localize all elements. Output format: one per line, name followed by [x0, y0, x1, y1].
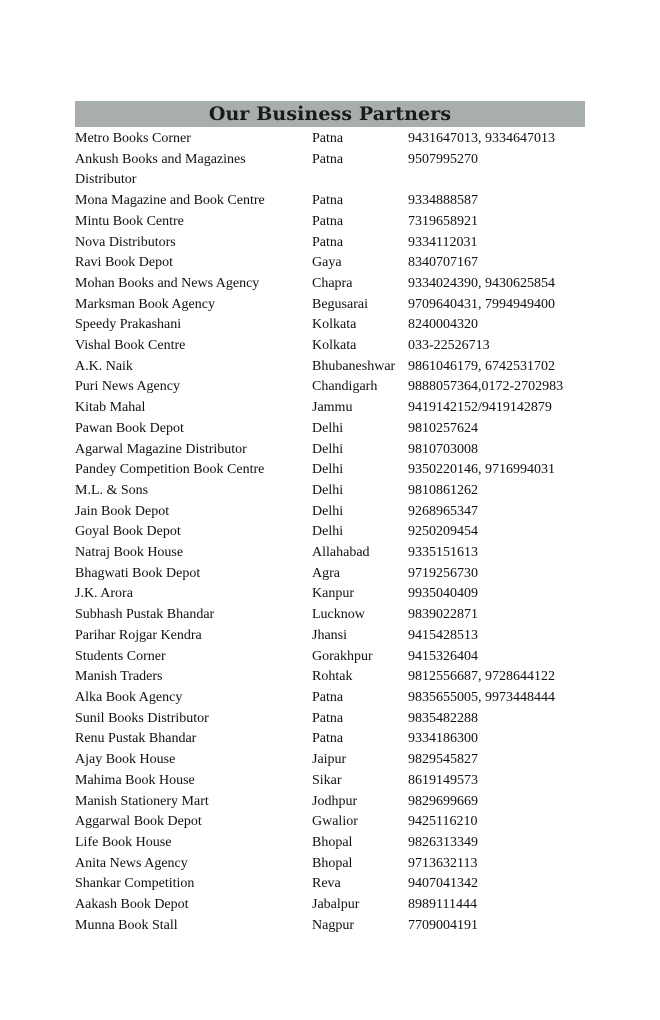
partner-row	[75, 916, 585, 937]
partner-name: Marksman Book Agency	[75, 296, 215, 312]
partner-city: Delhi	[312, 524, 344, 540]
partner-name: Ankush Books and Magazines Distributor	[75, 151, 246, 188]
partner-row	[75, 502, 585, 523]
partner-city: Gorakhpur	[312, 648, 373, 664]
partner-row	[75, 522, 585, 543]
partner-row	[75, 253, 585, 274]
partner-name: Mintu Book Centre	[75, 213, 184, 229]
partner-phone: 9935040409	[408, 586, 478, 602]
partner-row	[75, 233, 585, 254]
partner-city: Delhi	[312, 462, 344, 478]
partner-name: Aakash Book Depot	[75, 897, 189, 913]
partner-row	[75, 688, 585, 709]
partner-row	[75, 129, 585, 150]
partner-city: Chapra	[312, 275, 353, 291]
partner-city: Patna	[312, 234, 344, 250]
partner-phone: 9350220146, 9716994031	[408, 462, 555, 478]
partner-row	[75, 357, 585, 378]
partner-phone: 9835482288	[408, 710, 478, 726]
partner-name: Shankar Competition	[75, 876, 195, 892]
partner-row	[75, 481, 585, 502]
partner-row	[75, 647, 585, 668]
partner-name: Goyal Book Depot	[75, 524, 181, 540]
partner-name: Agarwal Magazine Distributor	[75, 441, 247, 457]
partner-city: Patna	[312, 151, 344, 167]
partner-row	[75, 833, 585, 854]
partner-city: Kolkata	[312, 317, 357, 333]
partner-name: Mahima Book House	[75, 772, 195, 788]
partner-row	[75, 564, 585, 585]
partner-city: Gaya	[312, 255, 342, 271]
partner-name: Metro Books Corner	[75, 131, 191, 146]
partner-row	[75, 212, 585, 233]
partner-row	[75, 895, 585, 916]
partner-phone: 9713632113	[408, 855, 478, 871]
partner-row	[75, 729, 585, 750]
partner-row	[75, 315, 585, 336]
partner-city: Delhi	[312, 482, 344, 498]
partner-phone: 9810861262	[408, 482, 478, 498]
partner-city: Sikar	[312, 772, 342, 788]
partner-city: Patna	[312, 731, 344, 747]
partner-city: Begusarai	[312, 296, 368, 312]
partner-name: Sunil Books Distributor	[75, 710, 209, 726]
partner-city: Jhansi	[312, 627, 347, 643]
partner-name: Nova Distributors	[75, 234, 176, 250]
partner-row	[75, 750, 585, 771]
partner-name: Pawan Book Depot	[75, 420, 184, 436]
partner-city: Rohtak	[312, 669, 353, 685]
partner-city: Nagpur	[312, 917, 354, 933]
partner-name: Aggarwal Book Depot	[75, 814, 202, 830]
partner-name: Renu Pustak Bhandar	[75, 731, 197, 747]
partner-phone: 9334888587	[408, 193, 478, 209]
partner-row	[75, 854, 585, 875]
partner-name: A.K. Naik	[75, 358, 133, 374]
partner-city: Bhopal	[312, 855, 353, 871]
partner-name: Jain Book Depot	[75, 503, 170, 519]
partner-row	[75, 295, 585, 316]
partner-city: Delhi	[312, 503, 344, 519]
partner-phone: 9250209454	[408, 524, 478, 540]
partner-row	[75, 440, 585, 461]
partner-name: Subhash Pustak Bhandar	[75, 607, 215, 623]
partner-name: Ajay Book House	[75, 752, 176, 768]
partner-name: Kitab Mahal	[75, 400, 146, 416]
partner-name: Vishal Book Centre	[75, 338, 186, 354]
partner-phone: 9826313349	[408, 834, 478, 850]
partner-name: Speedy Prakashani	[75, 317, 182, 333]
partner-row	[75, 812, 585, 833]
partner-row	[75, 150, 585, 191]
partner-phone: 9810703008	[408, 441, 478, 457]
partner-city: Reva	[312, 876, 341, 892]
partner-city: Jammu	[312, 400, 353, 416]
partner-row	[75, 709, 585, 730]
partner-row	[75, 419, 585, 440]
partner-phone: 9507995270	[408, 151, 478, 167]
partner-name: Parihar Rojgar Kendra	[75, 627, 202, 643]
partner-row	[75, 584, 585, 605]
partner-city: Kanpur	[312, 586, 354, 602]
partner-phone: 9415326404	[408, 648, 478, 664]
partner-phone: 9335151613	[408, 545, 478, 561]
partner-name: Manish Traders	[75, 669, 163, 685]
partner-name: Students Corner	[75, 648, 166, 664]
partner-name: J.K. Arora	[75, 586, 133, 602]
partner-name: M.L. & Sons	[75, 482, 149, 498]
partner-phone: 9431647013, 9334647013	[408, 131, 555, 146]
partner-name: Manish Stationery Mart	[75, 793, 209, 809]
partner-phone: 7319658921	[408, 213, 478, 229]
partner-city: Chandigarh	[312, 379, 378, 395]
partner-name: Anita News Agency	[75, 855, 188, 871]
partner-row	[75, 274, 585, 295]
partner-city: Kolkata	[312, 338, 357, 354]
partner-city: Jaipur	[312, 752, 347, 768]
partner-phone: 8240004320	[408, 317, 478, 333]
partner-phone: 9835655005, 9973448444	[408, 689, 555, 705]
partner-phone: 9888057364,0172-2702983	[408, 379, 564, 395]
partner-name: Pandey Competition Book Centre	[75, 462, 265, 478]
partner-city: Bhubaneshwar	[312, 358, 396, 374]
partner-phone: 9812556687, 9728644122	[408, 669, 555, 685]
partner-phone: 9407041342	[408, 876, 478, 892]
partner-city: Patna	[312, 710, 344, 726]
partner-phone: 9719256730	[408, 565, 478, 581]
partner-city: Bhopal	[312, 834, 353, 850]
partner-row	[75, 398, 585, 419]
partner-name: Munna Book Stall	[75, 917, 178, 933]
partner-city: Patna	[312, 213, 344, 229]
partner-phone: 9709640431, 7994949400	[408, 296, 555, 312]
partner-phone: 8619149573	[408, 772, 478, 788]
partner-city: Jodhpur	[312, 793, 358, 809]
partner-city: Patna	[312, 193, 344, 209]
partner-city: Patna	[312, 689, 344, 705]
partners-page	[75, 101, 585, 936]
partner-phone: 9268965347	[408, 503, 478, 519]
partner-row	[75, 605, 585, 626]
partner-city: Allahabad	[312, 545, 370, 561]
partner-phone: 9810257624	[408, 420, 478, 436]
partner-phone: 9829699669	[408, 793, 478, 809]
partner-row	[75, 336, 585, 357]
partner-row	[75, 667, 585, 688]
partner-row	[75, 626, 585, 647]
partner-row	[75, 874, 585, 895]
partner-name: Puri News Agency	[75, 379, 180, 395]
partner-phone: 033-22526713	[408, 338, 490, 354]
partner-row	[75, 460, 585, 481]
partner-phone: 9839022871	[408, 607, 478, 623]
partner-name: Alka Book Agency	[75, 689, 183, 705]
partner-name: Natraj Book House	[75, 545, 184, 561]
partner-phone: 9425116210	[408, 814, 478, 830]
partner-phone: 7709004191	[408, 917, 478, 933]
partner-phone: 9419142152/9419142879	[408, 400, 552, 416]
partner-name: Life Book House	[75, 834, 172, 850]
partner-name: Mona Magazine and Book Centre	[75, 193, 265, 209]
partner-phone: 9334112031	[408, 234, 478, 250]
partner-row	[75, 543, 585, 564]
partner-city: Lucknow	[312, 607, 365, 623]
partner-row	[75, 771, 585, 792]
partner-phone: 9415428513	[408, 627, 478, 643]
partner-name: Ravi Book Depot	[75, 255, 173, 271]
partner-row	[75, 377, 585, 398]
partner-row	[75, 792, 585, 813]
partner-phone: 8340707167	[408, 255, 478, 271]
partner-city: Patna	[312, 131, 344, 146]
partner-city: Delhi	[312, 441, 344, 457]
partner-phone: 8989111444	[408, 897, 477, 913]
partner-city: Agra	[312, 565, 340, 581]
partner-name: Bhagwati Book Depot	[75, 565, 201, 581]
page-title: Our Business Partners	[75, 101, 585, 127]
partner-phone: 9334186300	[408, 731, 478, 747]
partner-phone: 9334024390, 9430625854	[408, 275, 555, 291]
partner-city: Gwalior	[312, 814, 358, 830]
partner-phone: 9861046179, 6742531702	[408, 358, 555, 374]
partner-name: Mohan Books and News Agency	[75, 275, 260, 291]
partner-city: Jabalpur	[312, 897, 360, 913]
partner-row	[75, 191, 585, 212]
partner-city: Delhi	[312, 420, 344, 436]
partner-phone: 9829545827	[408, 752, 478, 768]
partners-list	[75, 129, 585, 936]
